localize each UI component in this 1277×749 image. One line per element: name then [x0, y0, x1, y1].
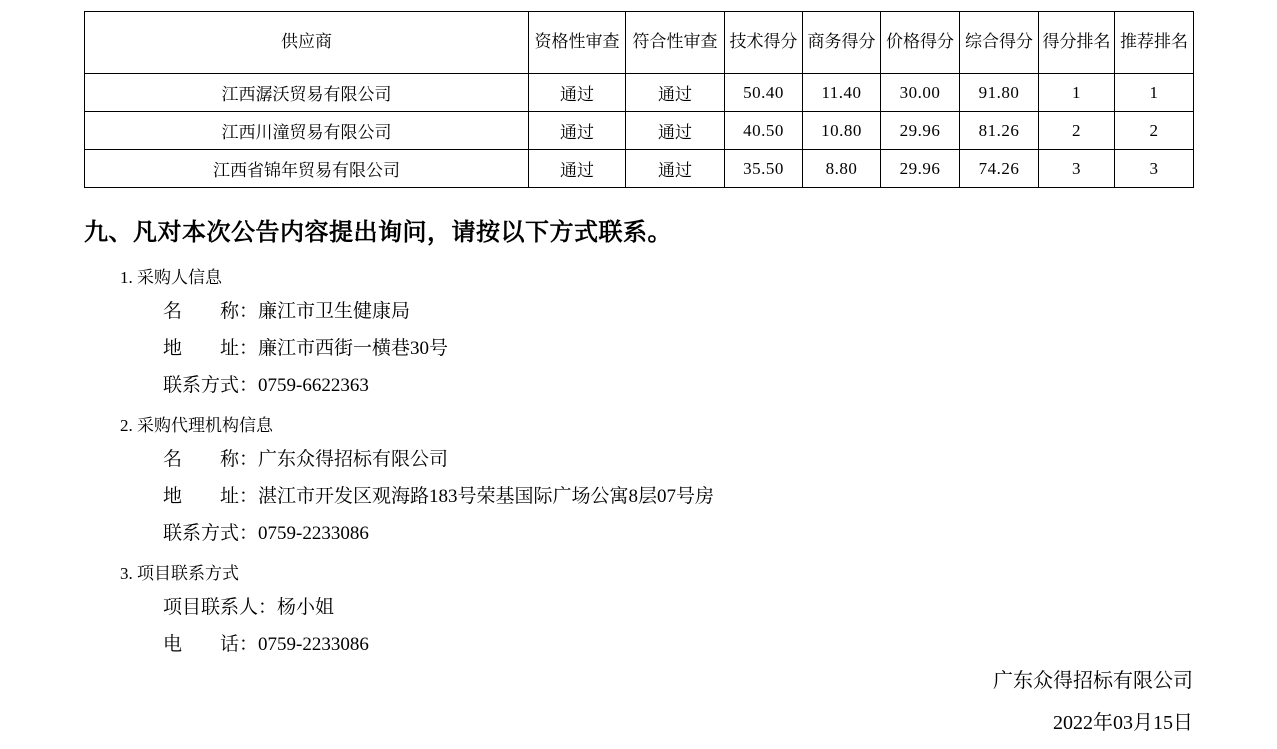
cell-supplier: 江西川潼贸易有限公司 — [85, 112, 529, 150]
purchaser-address-value: 廉江市西街一横巷30号 — [258, 338, 449, 359]
cell-business-score: 11.40 — [803, 74, 881, 112]
header-technical-score: 技术得分 — [725, 12, 803, 74]
header-business-score: 商务得分 — [803, 12, 881, 74]
agency-info-title: 2. 采购代理机构信息 — [120, 416, 273, 435]
header-price-score: 价格得分 — [881, 12, 960, 74]
cell-supplier: 江西潺沃贸易有限公司 — [85, 74, 529, 112]
cell-recommend-rank: 2 — [1115, 112, 1194, 150]
table-row — [85, 74, 1194, 112]
cell-supplier: 江西省锦年贸易有限公司 — [85, 150, 529, 188]
cell-total-score: 81.26 — [960, 112, 1039, 150]
cell-conformity: 通过 — [626, 74, 725, 112]
signature-date: 2022年03月15日 — [1053, 712, 1193, 734]
agency-name-value: 广东众得招标有限公司 — [258, 449, 449, 470]
purchaser-address-label: 地 址： — [163, 338, 259, 359]
purchaser-address-row — [163, 333, 448, 360]
project-person-label: 项目联系人： — [163, 597, 278, 618]
project-person-row — [163, 592, 334, 619]
agency-contact-row — [163, 518, 369, 545]
cell-technical-score: 40.50 — [725, 112, 803, 150]
table-header-row — [85, 12, 1194, 74]
table-row — [85, 112, 1194, 150]
cell-score-rank: 2 — [1039, 112, 1115, 150]
purchaser-contact-label: 联系方式： — [163, 375, 259, 396]
cell-recommend-rank: 1 — [1115, 74, 1194, 112]
cell-business-score: 8.80 — [803, 150, 881, 188]
purchaser-name-row — [163, 296, 410, 323]
cell-total-score: 91.80 — [960, 74, 1039, 112]
cell-technical-score: 50.40 — [725, 74, 803, 112]
header-score-rank: 得分排名 — [1039, 12, 1115, 74]
agency-name-row — [163, 444, 448, 471]
cell-business-score: 10.80 — [803, 112, 881, 150]
purchaser-contact-row — [163, 370, 369, 397]
header-qualification: 资格性审查 — [529, 12, 626, 74]
agency-address-value: 湛江市开发区观海路183号荣基国际广场公寓8层07号房 — [258, 486, 715, 507]
agency-contact-label: 联系方式： — [163, 523, 259, 544]
purchaser-info-title: 1. 采购人信息 — [120, 268, 222, 287]
project-contact-title: 3. 项目联系方式 — [120, 564, 239, 583]
project-phone-value: 0759-2233086 — [258, 634, 369, 655]
purchaser-name-value: 廉江市卫生健康局 — [258, 301, 411, 322]
evaluation-score-table — [84, 11, 1193, 188]
cell-score-rank: 3 — [1039, 150, 1115, 188]
signature-company: 广东众得招标有限公司 — [993, 670, 1193, 692]
header-total-score: 综合得分 — [960, 12, 1039, 74]
project-person-value: 杨小姐 — [277, 597, 335, 618]
cell-price-score: 29.96 — [881, 150, 960, 188]
cell-conformity: 通过 — [626, 112, 725, 150]
agency-address-label: 地 址： — [163, 486, 259, 507]
cell-total-score: 74.26 — [960, 150, 1039, 188]
cell-price-score: 30.00 — [881, 74, 960, 112]
agency-name-label: 名 称： — [163, 449, 259, 470]
header-conformity: 符合性审查 — [626, 12, 725, 74]
cell-score-rank: 1 — [1039, 74, 1115, 112]
cell-recommend-rank: 3 — [1115, 150, 1194, 188]
header-recommend-rank: 推荐排名 — [1115, 12, 1194, 74]
section-heading: 九、凡对本次公告内容提出询问，请按以下方式联系。 — [84, 220, 672, 246]
cell-qualification: 通过 — [529, 74, 626, 112]
cell-qualification: 通过 — [529, 112, 626, 150]
project-phone-row — [163, 629, 369, 656]
purchaser-name-label: 名 称： — [163, 301, 259, 322]
cell-conformity: 通过 — [626, 150, 725, 188]
table-row — [85, 150, 1194, 188]
agency-contact-value: 0759-2233086 — [258, 523, 369, 544]
cell-qualification: 通过 — [529, 150, 626, 188]
header-supplier: 供应商 — [85, 12, 529, 74]
cell-price-score: 29.96 — [881, 112, 960, 150]
agency-address-row — [163, 481, 714, 508]
project-phone-label: 电 话： — [163, 634, 259, 655]
purchaser-contact-value: 0759-6622363 — [258, 375, 369, 396]
cell-technical-score: 35.50 — [725, 150, 803, 188]
